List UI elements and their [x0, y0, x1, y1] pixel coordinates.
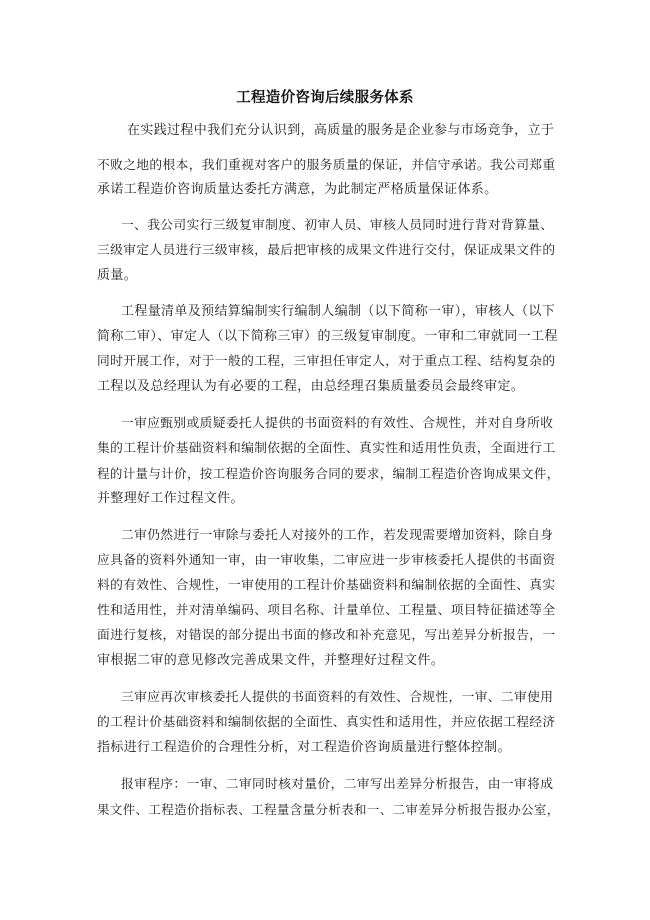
- paragraph-4-line-3: 程的计量与计价，按工程造价咨询服务合同的要求，编制工程造价咨询成果文件，: [97, 466, 560, 481]
- paragraph-2-line-3: 质量。: [97, 268, 138, 283]
- paragraph-2-line-1: 一、我公司实行三级复审制度、初审人员、审核人员同时进行背对背算量、: [121, 218, 554, 233]
- paragraph-5-line-3: 料的有效性、合规性，一审使用的工程计价基础资料和编制依据的全面性、真实: [97, 578, 556, 593]
- paragraph-4-line-4: 并整理好工作过程文件。: [97, 491, 244, 506]
- paragraph-5-line-4: 性和适用性，并对清单编码、项目名称、计量单位、工程量、项目特征描述等全: [97, 603, 556, 618]
- paragraph-7-line-1: 报审程序：一审、二审同时核对量价，二审写出差异分析报告，由一审将成: [121, 777, 554, 792]
- paragraph-5-line-5: 面进行复核，对错误的部分提出书面的修改和补充意见，写出差异分析报告，一: [97, 628, 556, 643]
- paragraph-7-line-2: 果文件、工程造价指标表、工程量含量分析表和一、二审差异分析报告报办公室，: [97, 802, 560, 817]
- paragraph-1-line-3: 承诺工程造价咨询质量达委托方满意，为此制定严格质量保证体系。: [97, 182, 498, 197]
- paragraph-6-line-2: 的工程计价基础资料和编制依据的全面性、真实性和适用性，并应依据工程经济: [97, 715, 556, 730]
- paragraph-5-line-2: 应具备的资料外通知一审，由一审收集，二审应进一步审核委托人提供的书面资: [97, 553, 556, 568]
- paragraph-3-line-3: 同时开展工作，对于一般的工程，三审担任审定人，对于重点工程、结构复杂的: [97, 354, 556, 369]
- paragraph-5-line-1: 二审仍然进行一审除与委托人对接外的工作，若发现需要增加资料，除自身: [121, 528, 554, 543]
- paragraph-4-line-2: 集的工程计价基础资料和编制依据的全面性、真实性和适用性负责，全面进行工: [97, 441, 556, 456]
- paragraph-6-line-3: 指标进行工程造价的合理性分析，对工程造价咨询质量进行整体控制。: [97, 740, 511, 755]
- paragraph-3-line-1: 工程量清单及预结算编制实行编制人编制（以下简称一审），审核人（以下: [121, 304, 556, 319]
- paragraph-3-line-2: 简称二审）、审定人（以下简称三审）的三级复审制度。一审和二审就同一工程: [97, 329, 558, 344]
- paragraph-3-line-4: 工程以及总经理认为有必要的工程，由总经理召集质量委员会最终审定。: [97, 379, 525, 394]
- paragraph-2-line-2: 三级审定人员进行三级审核，最后把审核的成果文件进行交付，保证成果文件的: [97, 243, 556, 258]
- paragraph-4-line-1: 一审应甄别或质疑委托人提供的书面资料的有效性、合规性，并对自身所收: [121, 416, 554, 431]
- document-title: 工程造价咨询后续服务体系: [236, 90, 414, 106]
- paragraph-1-line-2: 不败之地的根本，我们重视对客户的服务质量的保证，并信守承诺。我公司郑重: [97, 158, 556, 173]
- paragraph-5-line-6: 审根据二审的意见修改完善成果文件，并整理好过程文件。: [97, 653, 445, 668]
- paragraph-1-line-1: 在实践过程中我们充分认识到，高质量的服务是企业参与市场竞争，立于: [127, 123, 555, 138]
- paragraph-6-line-1: 三审应再次审核委托人提供的书面资料的有效性、合规性，一审、二审使用: [121, 690, 554, 705]
